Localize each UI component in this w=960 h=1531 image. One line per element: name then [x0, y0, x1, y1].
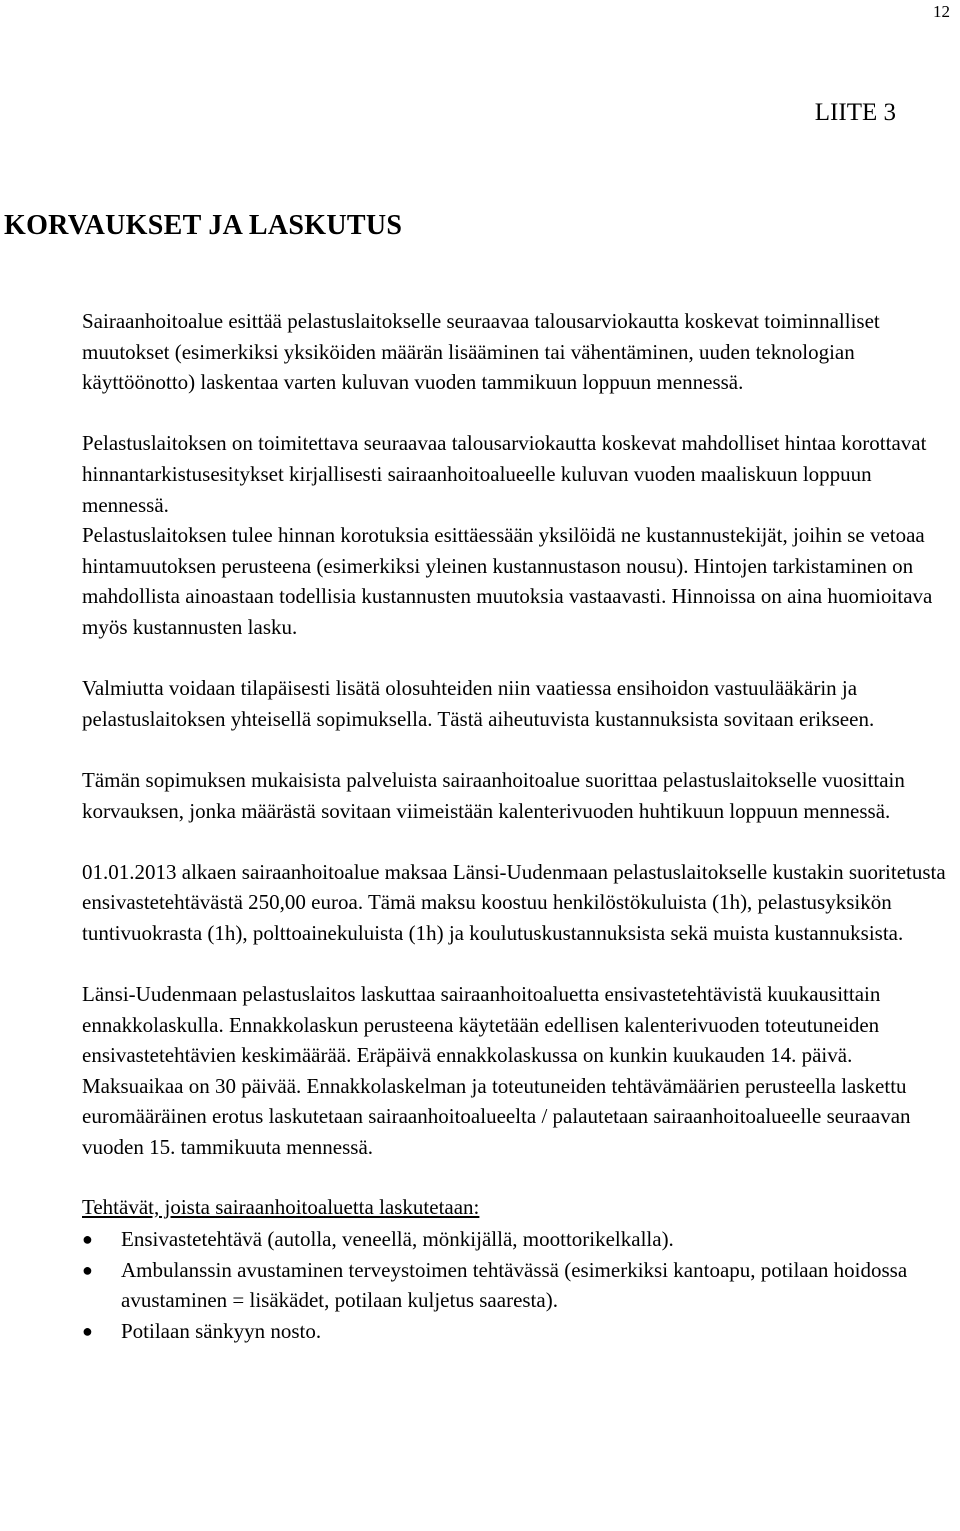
page-title: KORVAUKSET JA LASKUTUS	[4, 210, 403, 241]
list-item	[82, 1224, 950, 1255]
task-list-heading: Tehtävät, joista sairaanhoitoaluetta laskutetaan:	[82, 1194, 480, 1219]
bullet-icon: ●	[82, 1259, 93, 1280]
paragraph-price-revision: Pelastuslaitoksen on toimitettava seuraavaa talousarviokautta koskevat mahdolliset hintaa korottavat hinnantarkistusesitykset kirjallisesti sairaanhoitoalueelle kuluvan vuoden maaliskuun loppuun mennessä.	[82, 431, 927, 517]
page-number: 12	[933, 2, 950, 21]
document-body	[82, 306, 950, 1347]
paragraph-compensation: Tämän sopimuksen mukaisista palveluista sairaanhoitoalue suorittaa pelastuslaitokselle vuosittain korvauksen, jonka määrästä sovitaan viimeistään kalenterivuoden huhtikuun loppuun mennessä.	[82, 767, 905, 823]
paragraph-readiness: Valmiutta voidaan tilapäisesti lisätä olosuhteiden niin vaatiessa ensihoidon vastuulääkärin ja pelastuslaitoksen yhteisellä sopimuksella. Tästä aiheutuvista kustannuksista sovitaan erikseen.	[82, 676, 875, 731]
list-item	[82, 1316, 950, 1347]
paragraph-invoicing: Länsi-Uudenmaan pelastuslaitos laskuttaa sairaanhoitoaluetta ensivastetehtävistä kuukausittain ennakkolaskulla. Ennakkolaskun perusteena käytetään edellisen kalenterivuoden toteutuneiden ensivastetehtävien keskimäärää. Eräpäivä ennakkolaskussa on kunkin kuukauden 14. päivä. Maksuaikaa on 30 päivää. Ennakkolaskelman ja toteutuneiden tehtävämäärien perusteella laskettu euromääräinen erotus laskutetaan sairaanhoitoalueelta / palautetaan sairaanhoitoalueelle seuraavan vuoden 15. tammikuuta mennessä.	[82, 982, 911, 1160]
list-item-text: Ambulanssin avustaminen terveystoimen tehtävässä (esimerkiksi kantoapu, potilaan hoidossa avustaminen = lisäkädet, potilaan kuljetus saaresta).	[121, 1257, 908, 1313]
appendix-label: LIITE 3	[814, 99, 896, 126]
list-item	[82, 1255, 950, 1316]
paragraph-price-increase-justification: Pelastuslaitoksen tulee hinnan korotuksia esittäessään yksilöidä ne kustannustekijät, joihin se vetoaa hintamuutoksen perusteena (esimerkiksi yleinen kustannustason nousu). Hintojen tarkistaminen on mahdollista ainoastaan todellisia kustannusten muutoksia vastaavasti. Hinnoissa on aina huomioitava myös kustannusten lasku.	[82, 523, 933, 639]
task-list	[82, 1224, 950, 1346]
bullet-icon: ●	[82, 1229, 93, 1250]
paragraph-operational-changes: Sairaanhoitoalue esittää pelastuslaitokselle seuraavaa talousarviokautta koskevat toiminnalliset muutokset (esimerkiksi yksiköiden määrän lisääminen tai vähentäminen, uuden teknologian käyttöönotto) laskentaa varten kuluvan vuoden tammikuun loppuun mennessä.	[82, 309, 880, 395]
bullet-icon: ●	[82, 1321, 93, 1341]
paragraph-fee: 01.01.2013 alkaen sairaanhoitoalue maksaa Länsi-Uudenmaan pelastuslaitokselle kustakin suoritetusta ensivastetehtävästä 250,00 euroa. Tämä maksu koostuu henkilöstökuluista (1h), pelastusyksikön tuntivuokrasta (1h), polttoainekuluista (1h) ja koulutuskustannuksista sekä muista kustannuksista.	[82, 859, 946, 945]
list-item-text: Potilaan sänkyyn nosto.	[121, 1319, 322, 1343]
list-item-text: Ensivastetehtävä (autolla, veneellä, mönkijällä, moottorikelkalla).	[121, 1227, 674, 1252]
